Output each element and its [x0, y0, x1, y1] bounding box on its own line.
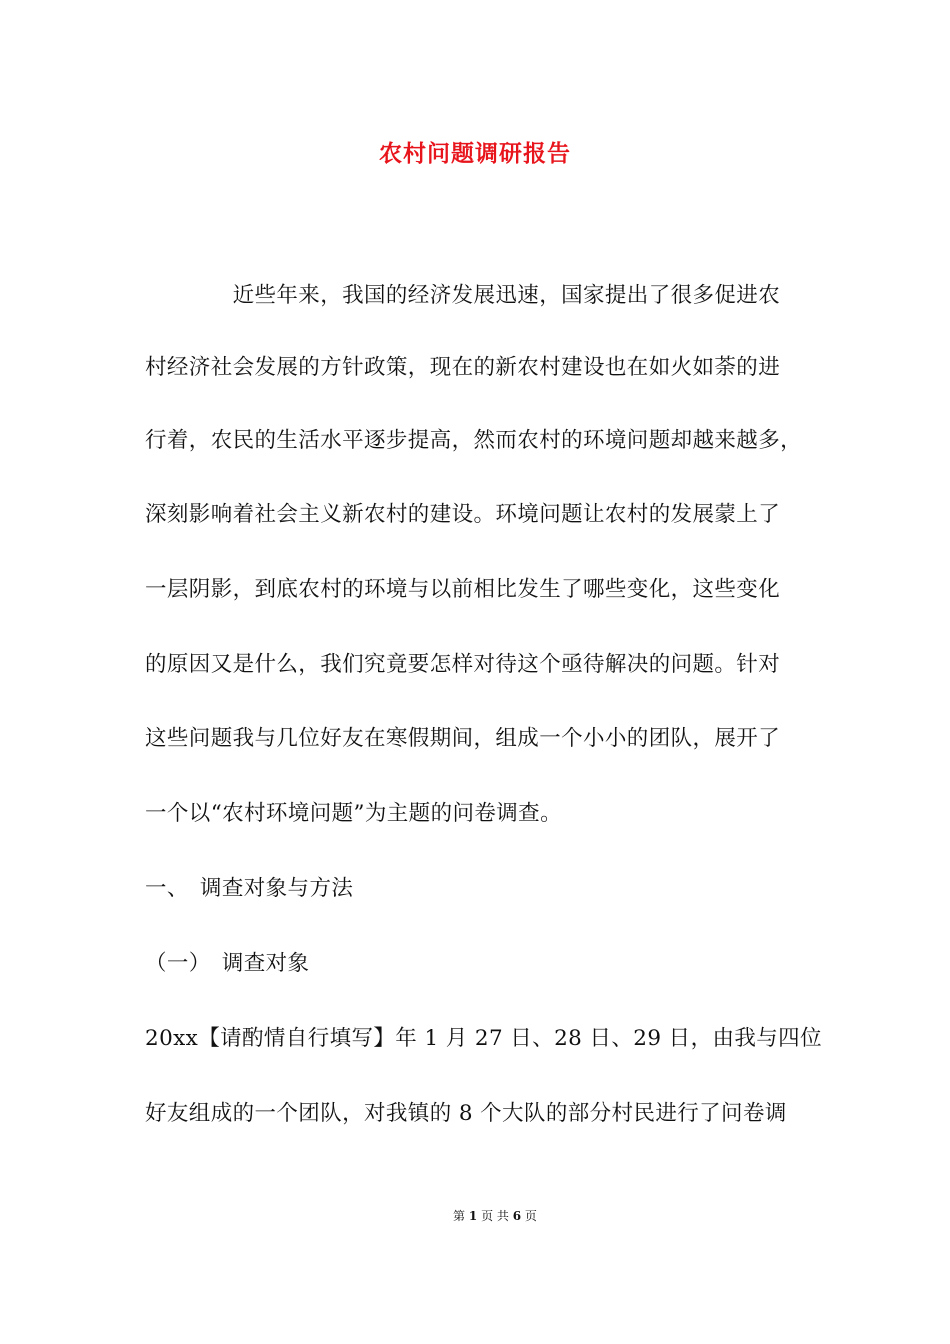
footer-middle: 页 共 [481, 1209, 509, 1223]
total-page-count: 6 [512, 1209, 522, 1223]
paragraph-line: 深刻影响着社会主义新农村的建设。环境问题让农村的发展蒙上了 [145, 502, 781, 527]
paragraph-line: 行着，农民的生活水平逐步提高，然而农村的环境问题却越来越多， [145, 428, 803, 453]
section-heading: 一、 调查对象与方法 [145, 876, 354, 901]
paragraph-line: 的原因又是什么，我们究竟要怎样对待这个亟待解决的问题。针对 [145, 652, 781, 677]
footer-prefix: 第 [453, 1209, 466, 1223]
paragraph-line: 近些年来，我国的经济发展迅速，国家提出了很多促进农 [145, 283, 781, 308]
paragraph-line: 一层阴影，到底农村的环境与以前相比发生了哪些变化，这些变化 [145, 577, 781, 602]
paragraph-line: 一个以“农村环境问题”为主题的问卷调查。 [145, 801, 562, 826]
body-line: 好友组成的一个团队，对我镇的 8 个大队的部分村民进行了问卷调 [145, 1101, 787, 1126]
page-footer [0, 1206, 950, 1226]
paragraph-line: 村经济社会发展的方针政策，现在的新农村建设也在如火如荼的进 [145, 355, 781, 380]
paragraph-line: 这些问题我与几位好友在寒假期间，组成一个小小的团队，展开了 [145, 726, 781, 751]
document-title: 农村问题调研报告 [379, 140, 571, 167]
current-page-number: 1 [468, 1209, 478, 1223]
footer-suffix: 页 [524, 1209, 537, 1223]
subsection-heading: （一） 调查对象 [145, 951, 310, 976]
body-line: 20xx【请酌情自行填写】年 1 月 27 日、28 日、29 日，由我与四位 [145, 1026, 822, 1051]
